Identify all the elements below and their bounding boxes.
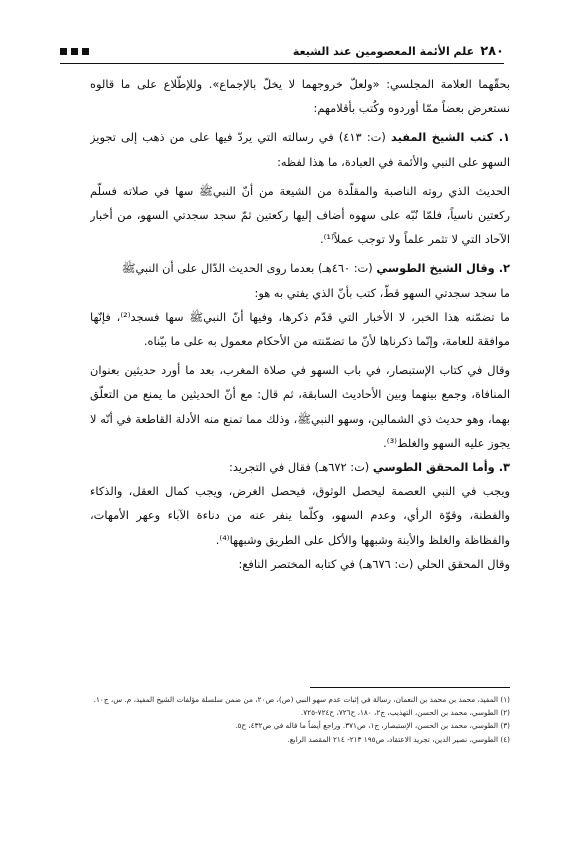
footnote-rule <box>310 687 510 688</box>
item-2-author: ٢. وقال الشيخ الطوسي <box>376 261 510 276</box>
page-body <box>90 72 510 657</box>
footnote-1: (١) المفيد، محمد بن محمد بن النعمان، رسالة في إثبات عدم سهو النبي (ص)، ص٢٠، من ضمن سلسلة مؤلفات الشيخ المفيد، م. س، ج١٠. <box>93 695 510 704</box>
footnote-3: (٣) الطوسي، محمد بن الحسن، الإستبصار، ج١، ص٣٧١. وراجع أيضاً ما قاله في ص٤٣٢، ح٥. <box>235 721 510 731</box>
item-1-text: (ت: ٤١٣) في رسالته التي يردّ فيها على من ذهب إلى تجويز السهو على النبي والأئمة في العبادة، ما هذا لفظه: <box>90 130 510 169</box>
square-mark-icon <box>60 48 67 55</box>
item-1-author: ١. كتب الشيخ المفيد <box>390 130 510 145</box>
quote-tajrid: ويجب في النبي العصمة ليحصل الوثوق، فيحصل الغرض، ويجب كمال العقل، والذكاء والفطنة، وقوّة الرأي، وعدم السهو، وكلّما ينفر عنه من دناءة الآباء وعهر الأمهات، والفظاظة والغلظ والأبنة وشبهها والأكل على الطريق وشبهها⁽⁴⁾. <box>90 484 510 547</box>
item-3-author: ٣. وأما المحقق الطوسي <box>372 460 510 475</box>
header-ornament <box>60 48 89 55</box>
footnotes <box>90 693 510 746</box>
footnote-4: (٤) الطوسي، نصير الدين، تجريد الاعتقاد، ص١٩٥ ٢١٣- ٢١٤ المقصد الرابع. <box>287 734 510 744</box>
page-number: ٢٨٠ <box>480 43 504 59</box>
running-header <box>60 40 504 62</box>
quote-mufid: الحديث الذي روته الناصبة والمقلّدة من الشيعة من أنّ النبيﷺ سها في صلاته فسلّم ركعتين ناسياً، فلمّا نُبّه على سهوه أضاف إليها ركعتين ثمّ سجد سجدتي السهو، من أخبار الآحاد التي لا تثمر علماً ولا توجب عملاً⁽¹⁾. <box>90 183 510 247</box>
item-2-heading <box>90 256 510 280</box>
item-3-heading <box>90 455 510 479</box>
item-1-heading <box>90 125 510 173</box>
square-mark-icon <box>71 48 78 55</box>
header-rule <box>60 63 504 64</box>
quote-tusi-tahdhib: ما تضمّنه هذا الخبر، لا الأخبار التي قدّم ذكرها، وفيها أنّ النبيﷺ سها فسجد⁽²⁾، فإنّها موافقة للعامة، وإنّما ذكرناها لأنّ ما تضمّنته من الأحكام معمول به على ما بيّناه. <box>90 309 510 349</box>
paragraph-istibsar: وقال في كتاب الإستبصار، في باب السهو في صلاة المغرب، بعد ما أورد حديثين بعنوان المنافاة، وجمع بينهما وبين الأحاديث السابقة، ثم قال: مع أنّ الحديثين ما يمنع من التعلّق بهما، وهو حديث ذي الشمالين، وسهو النبيﷺ، وذلك مما تمنع منه الأدلة القاطعة في أنّه لا يجوز عليه السهو والغلط⁽³⁾. <box>90 363 510 450</box>
paragraph-hilli: وقال المحقق الحلي (ت: ٦٧٦هـ) في كتابه المختصر النافع: <box>238 556 510 571</box>
square-mark-icon <box>82 48 89 55</box>
item-2-text: (ت: ٤٦٠هـ) بعدما روى الحديث الدّال على أن النبيﷺ <box>121 261 377 276</box>
footnote-2: (٢) الطوسي، محمد بن الحسن، التهذيب، ج٢، ١٨٠، ح٧٢٦، ح٧٢٤-٧٢٥. <box>300 708 510 718</box>
item-2-continuation: ما سجد سجدتي السهو قطّ، كتب بأنّ الذي يفتي به هو: <box>254 285 510 300</box>
running-title: علم الأئمة المعصومين عند الشيعة <box>292 44 475 58</box>
item-3-text: (ت: ٦٧٢هـ) فقال في التجريد: <box>229 460 373 475</box>
paragraph-intro: بحقّهما العلامة المجلسي: «ولعلّ خروجهما لا يخلّ بالإجماع». وللإطّلاع على ما قالوه نستعرض بعضاً ممّا أوردوه وكُتب بأقلامهم: <box>90 77 510 116</box>
